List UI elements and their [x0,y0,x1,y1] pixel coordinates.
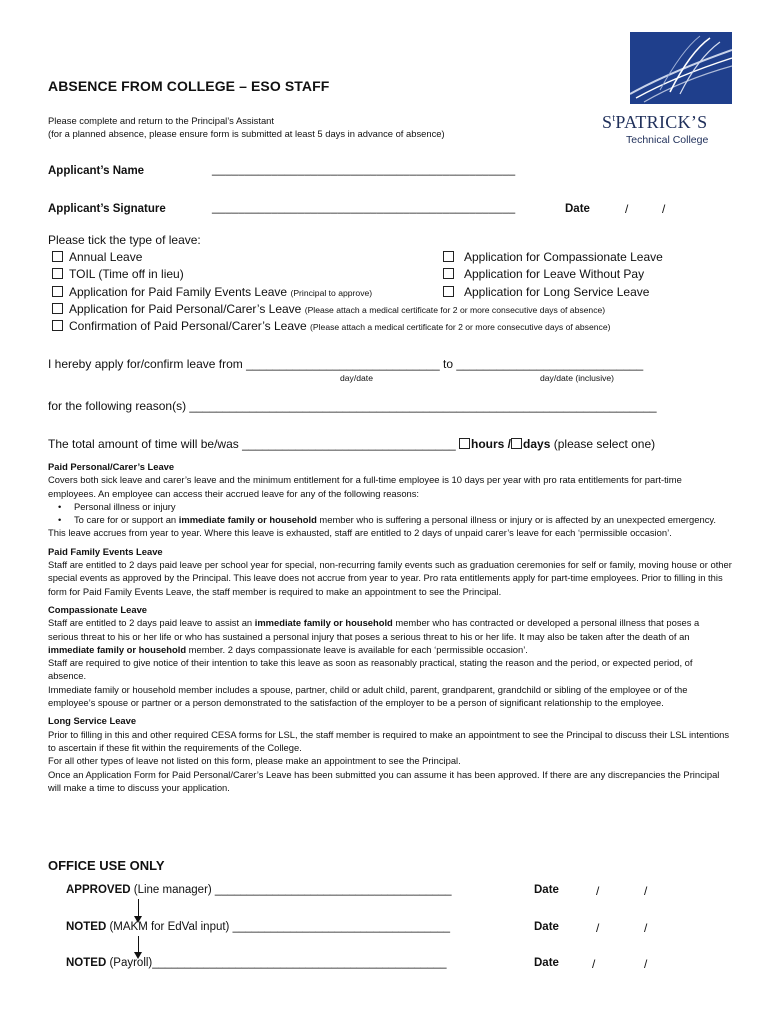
immediate-family-definition: Immediate family or household member includes a spouse, partner, child or adult child, parent, grandparent, grandchild or sibling of the employee or of the employee’s spouse or partner or a person demonstrated to the satisfaction of the employer to be a person of significant relationship to the employee. [48,683,688,709]
date-slash[interactable]: / [592,957,596,971]
date-slash[interactable]: / [644,957,648,971]
intro-line-2: (for a planned absence, please ensure form is submitted at least 5 days in advance of absence) [48,128,445,139]
noted-payroll-date-label: Date [534,957,559,969]
applicant-signature-label: Applicant’s Signature [48,203,166,215]
date-slash[interactable]: / [596,921,600,935]
noted-makm-date-label: Date [534,921,559,933]
date-slash[interactable]: / [596,884,600,898]
noted-makm-row: NOTED (MAKM for EdVal input) __________________________________ [66,921,451,933]
flow-arrow-icon [138,936,139,953]
personal-leave-accrual: This leave accrues from year to year. Where this leave is exhausted, staff are entitled to 2 days of unpaid carer’s leave for each ‘permissible occasion’. [48,527,672,539]
logo-swoosh-icon [630,32,732,104]
checkbox[interactable] [52,268,63,279]
intro-line-1: Please complete and return to the Principal’s Assistant [48,115,274,126]
compassionate-text: Staff are entitled to 2 days paid leave to assist an immediate family or household member who has contracted or developed a personal illness that poses a serious threat to his or her life or who has sustained a personal injury that poses a serious threat to his or her life. It may also be taken after the death of an immediate family or household member. 2 days compassionate leave is available for each ‘permissible occasion’. [48,617,700,655]
checkbox[interactable] [443,251,454,262]
applicant-signature-field[interactable]: ______________________________________________ [212,202,516,214]
list-item: • To care for or support an immediate family or household member who is suffering a personal illness or injury or is affected by an unexpected emergency. [74,513,732,526]
to-date-field[interactable]: ____________________________ [456,357,644,371]
applicant-date-label: Date [565,203,590,215]
from-date-field[interactable]: _____________________________ [246,357,440,371]
personal-leave-reasons [48,500,732,527]
leave-option-long-service[interactable]: Application for Long Service Leave [443,285,649,299]
leave-option-toil[interactable]: TOIL (Time off in lieu) [52,267,184,281]
office-use-heading: OFFICE USE ONLY [48,858,165,873]
form-title: ABSENCE FROM COLLEGE – ESO STAFF [48,78,330,94]
checkbox[interactable] [443,286,454,297]
checkbox[interactable] [52,251,63,262]
leave-type-prompt: Please tick the type of leave: [48,233,201,247]
college-logo-emblem [630,32,732,104]
logo-wordmark: $S^tPATRICK’S$ [602,112,708,132]
applicant-name-field[interactable]: ______________________________________________ [212,164,516,176]
compassionate-notice: Staff are required to give notice of their intention to take this leave as soon as reasonably practical, stating the reason and the period, or expected period, of absence. [48,657,693,682]
long-service-text: Prior to filling in this and other required CESA forms for LSL, the staff member is required to make an appointment to see the Principal to discuss their LSL intentions to ascertain if these fit within the requirements of the College. [48,728,730,753]
noted-payroll-row: NOTED (Payroll)______________________________________________ [66,957,447,969]
from-date-caption: day/date [340,373,373,383]
family-events-text: Staff are entitled to 2 days paid leave per school year for special, non-recurring family events such as graduation ceremonies for self or family, moving house or other special events as approved by the Principal. This leave does not accrue from year to year. Pro rata entitlements apply for part-time employees. Prior to filling in this form for Paid Family Events Leave, the staff member is required to make an appointment to see the Principal. [48,559,732,597]
date-slash[interactable]: / [625,202,629,216]
noted-makm-signature-field[interactable]: __________________________________ [232,921,451,933]
apply-dates-row: I hereby apply for/confirm leave from _____________________________ to ____________________________ [48,357,644,371]
flow-arrow-icon [138,899,139,917]
checkbox[interactable] [52,286,63,297]
approval-note: Once an Application Form for Paid Personal/Carer’s Leave has been submitted you can assume it has been approved. If there are any discrepancies the Principal will make a time to discuss your application. [48,768,720,793]
leave-information [48,460,732,794]
leave-option-without-pay[interactable]: Application for Leave Without Pay [443,267,644,281]
other-leave-text: For all other types of leave not listed on this form, please make an appointment to see the Principal. [48,755,461,767]
family-events-heading: Paid Family Events Leave [48,545,163,557]
total-time-field[interactable]: ________________________________ [242,437,456,451]
checkbox[interactable] [443,268,454,279]
personal-leave-heading: Paid Personal/Carer’s Leave [48,461,175,472]
leave-option-compassionate[interactable]: Application for Compassionate Leave [443,250,663,264]
checkbox[interactable] [52,320,63,331]
approved-signature-field[interactable]: _____________________________________ [214,884,452,896]
list-item: • Personal illness or injury [74,500,732,513]
date-slash[interactable]: / [644,921,648,935]
leave-option-personal-confirmation[interactable]: Confirmation of Paid Personal/Carer’s Leave (Please attach a medical certificate for 2 or more consecutive days of absence) [52,319,610,333]
personal-leave-text: Covers both sick leave and carer’s leave and the minimum entitlement for a full-time employee is 10 days per year with pro rata entitlements for part-time employees. An employee can access their accrued leave for any of the following reasons: [48,474,682,499]
hours-checkbox[interactable] [459,438,470,449]
days-checkbox[interactable] [511,438,522,449]
compassionate-heading: Compassionate Leave [48,603,147,615]
leave-option-family-events[interactable]: Application for Paid Family Events Leave (Principal to approve) [52,285,372,299]
approved-row: APPROVED (Line manager) _____________________________________ [66,884,452,896]
applicant-name-label: Applicant’s Name [48,165,145,177]
date-slash[interactable]: / [644,884,648,898]
total-time-row: The total amount of time will be/was ________________________________ hours / days (please select one) [48,437,656,451]
reason-row: for the following reason(s) ______________________________________________________________________ [48,399,657,413]
long-service-heading: Long Service Leave [48,715,137,727]
checkbox[interactable] [52,303,63,314]
leave-option-personal-application[interactable]: Application for Paid Personal/Carer’s Leave (Please attach a medical certificate for 2 or more consecutive days of absence) [52,302,605,316]
reason-field[interactable]: ______________________________________________________________________ [189,399,657,413]
leave-option-annual[interactable]: Annual Leave [52,250,142,264]
approved-date-label: Date [534,884,559,896]
noted-payroll-signature-field[interactable]: ______________________________________________ [152,957,447,969]
date-slash[interactable]: / [662,202,666,216]
to-date-caption: day/date (inclusive) [540,373,615,383]
logo-subtitle: Technical College [626,134,709,146]
